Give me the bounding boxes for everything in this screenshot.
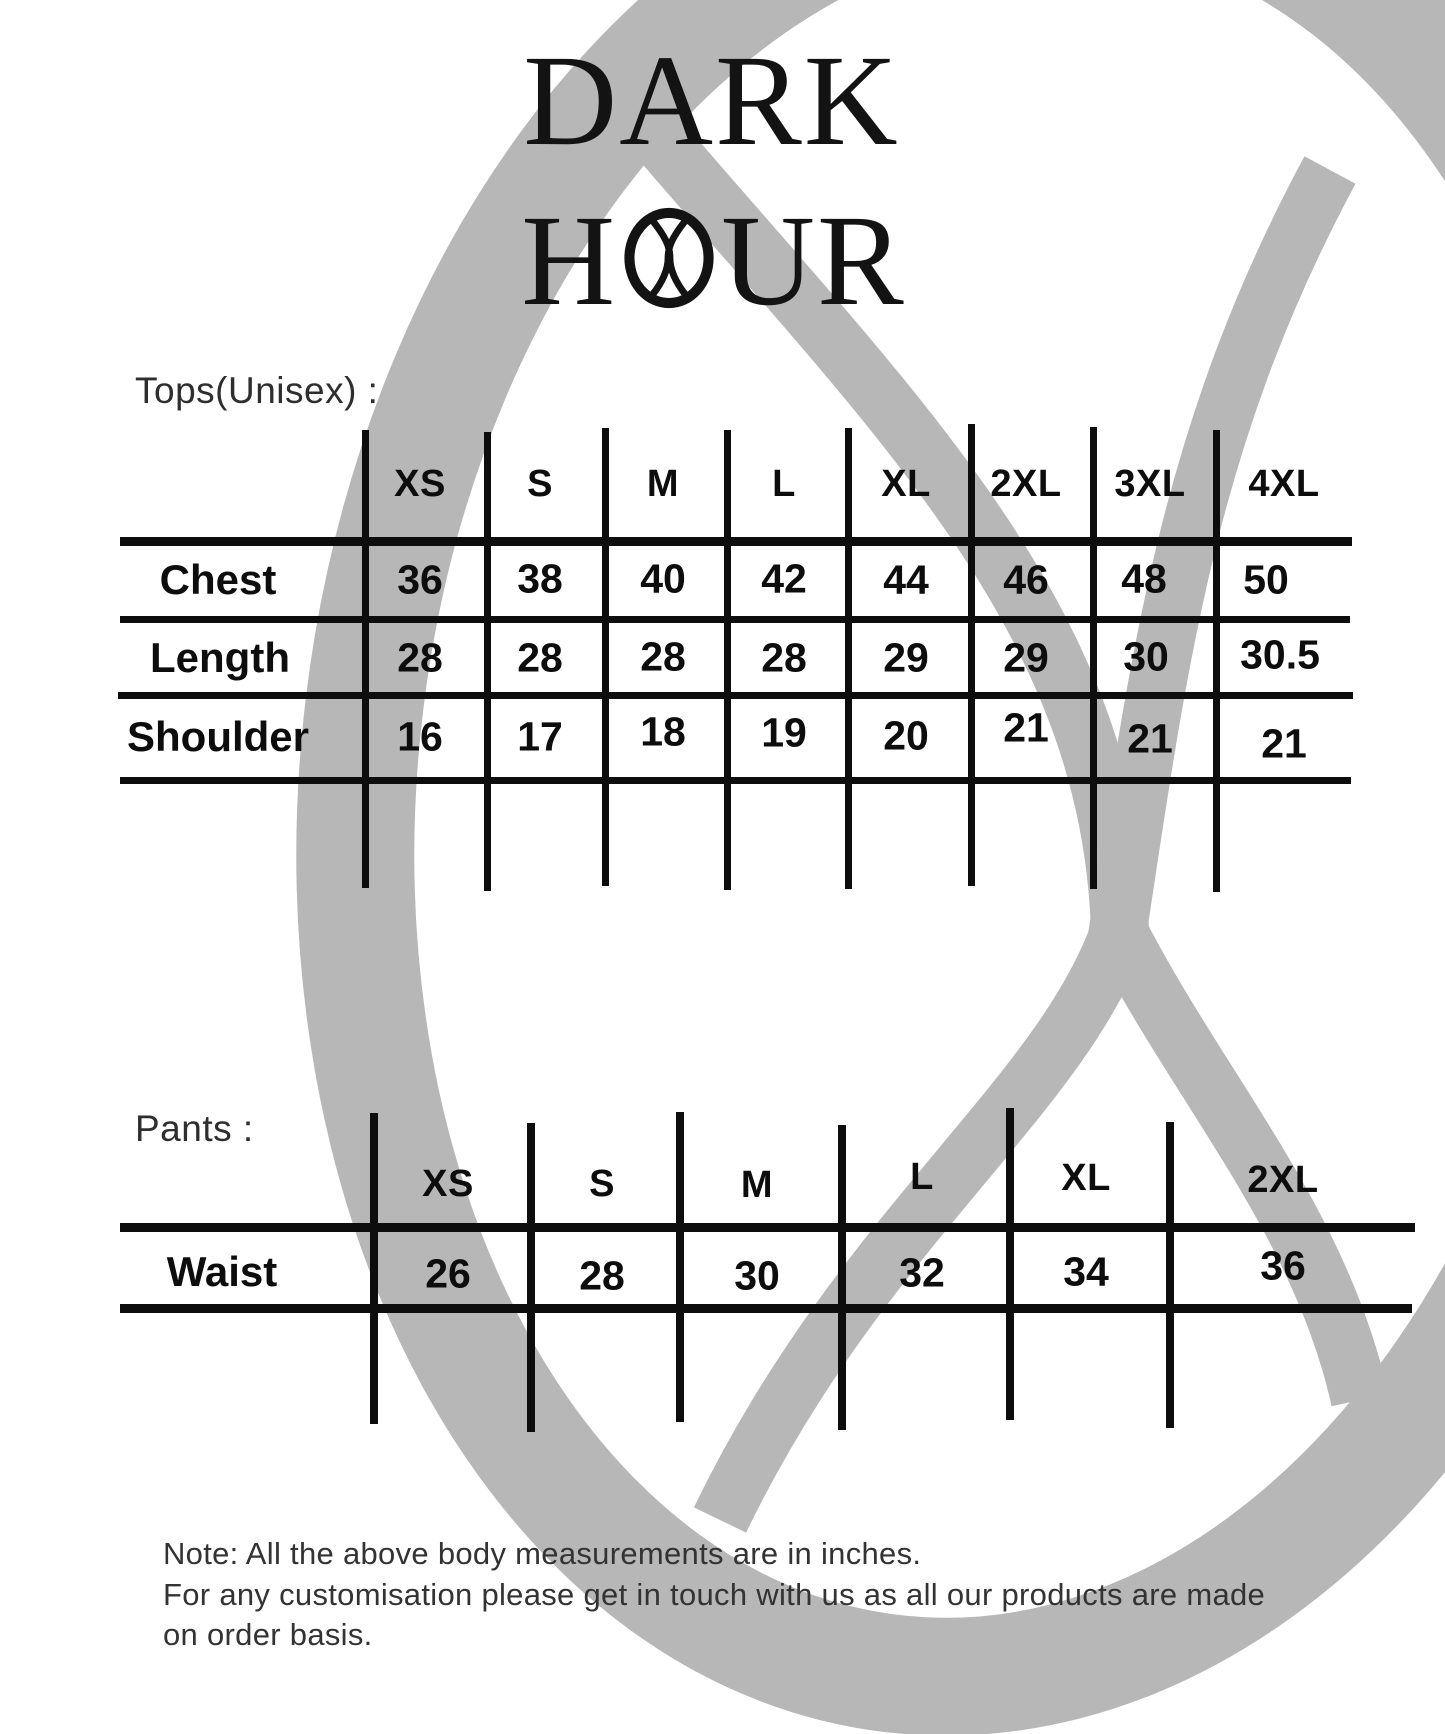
tops-col-header: 2XL	[990, 463, 1062, 505]
tops-col-header: L	[772, 463, 796, 505]
pants-grid-hline	[120, 1223, 1415, 1232]
tops-cell: 21	[1261, 720, 1307, 767]
note-line-2: For any customisation please get in touch with us as all our products are made	[163, 1577, 1266, 1612]
tops-row-label: Chest	[159, 556, 277, 603]
tops-cell: 16	[397, 713, 443, 760]
tops-grid-vline	[968, 424, 975, 886]
tops-section-label: Tops(Unisex) :	[135, 370, 379, 411]
pants-cell: 26	[425, 1250, 471, 1297]
tops-cell: 28	[397, 634, 443, 681]
pants-section-label: Pants :	[135, 1108, 254, 1149]
tops-grid-vline	[724, 430, 731, 890]
pants-cell: 34	[1063, 1248, 1109, 1295]
tops-row-label: Length	[150, 634, 290, 681]
tops-cell: 29	[1003, 634, 1049, 681]
tops-grid-vline	[1213, 430, 1220, 892]
tops-cell: 46	[1003, 556, 1049, 603]
tops-cell: 28	[517, 634, 563, 681]
tops-grid-hline	[120, 777, 1351, 784]
tops-grid-vline	[845, 428, 852, 889]
tops-cell: 30	[1123, 633, 1169, 680]
brand-title-h: H	[521, 189, 618, 333]
pants-row-label: Waist	[166, 1248, 278, 1295]
tops-col-header: XS	[394, 463, 446, 505]
pants-col-header: 2XL	[1247, 1159, 1319, 1201]
tops-col-header: M	[646, 463, 680, 505]
pants-col-header: M	[740, 1164, 774, 1206]
tops-grid-vline	[602, 428, 609, 886]
pants-cell: 30	[734, 1252, 780, 1299]
pants-grid-vline	[527, 1123, 535, 1432]
tops-cell: 30.5	[1240, 631, 1320, 678]
tops-cell: 21	[1127, 715, 1173, 762]
tops-cell: 36	[397, 556, 443, 603]
tops-cell: 28	[761, 634, 807, 681]
tops-cell: 48	[1121, 555, 1167, 602]
pants-grid-vline	[676, 1112, 684, 1422]
pants-grid-hline	[120, 1304, 1412, 1313]
pants-col-header: L	[910, 1156, 934, 1198]
pants-grid-vline	[370, 1113, 378, 1424]
tops-cell: 28	[640, 633, 686, 680]
pants-cell: 28	[579, 1252, 625, 1299]
hourglass-o-icon	[623, 207, 715, 309]
tops-cell: 38	[517, 555, 563, 602]
brand-title-line1: DARK	[523, 29, 900, 173]
tops-grid-hline	[120, 537, 1352, 546]
tops-grid-vline	[1090, 427, 1097, 889]
tops-grid-hline	[118, 692, 1353, 699]
tops-cell: 18	[640, 708, 686, 755]
tops-grid-vline	[362, 430, 369, 888]
pants-cell: 32	[899, 1249, 945, 1296]
tops-cell: 21	[1003, 704, 1049, 751]
tops-cell: 17	[517, 713, 563, 760]
pants-grid-vline	[838, 1125, 846, 1430]
pants-cell: 36	[1260, 1242, 1306, 1289]
watermark-curve-right	[1118, 170, 1360, 1400]
pants-grid-vline	[1006, 1108, 1014, 1420]
tops-cell: 50	[1243, 556, 1289, 603]
pants-col-header: S	[589, 1163, 615, 1205]
tops-grid-hline	[120, 616, 1350, 623]
tops-col-header: XL	[881, 463, 931, 505]
pants-col-header: XL	[1061, 1157, 1111, 1199]
tops-cell: 20	[883, 712, 929, 759]
tops-cell: 40	[640, 555, 686, 602]
note-line-3: on order basis.	[163, 1617, 373, 1652]
tops-col-header: 4XL	[1248, 463, 1320, 505]
tops-col-header: 3XL	[1114, 463, 1186, 505]
tops-cell: 42	[761, 555, 807, 602]
tops-cell: 44	[883, 556, 929, 603]
pants-col-header: XS	[422, 1163, 474, 1205]
tops-grid-vline	[484, 432, 491, 891]
tops-cell: 19	[761, 709, 807, 756]
note-line-1: Note: All the above body measurements are in inches.	[163, 1536, 922, 1571]
brand-title-line2	[0, 189, 1427, 333]
tops-row-label: Shoulder	[126, 713, 310, 760]
brand-title-ur: UR	[721, 189, 906, 333]
tops-col-header: S	[527, 463, 553, 505]
pants-grid-vline	[1166, 1122, 1174, 1428]
tops-cell: 29	[883, 634, 929, 681]
